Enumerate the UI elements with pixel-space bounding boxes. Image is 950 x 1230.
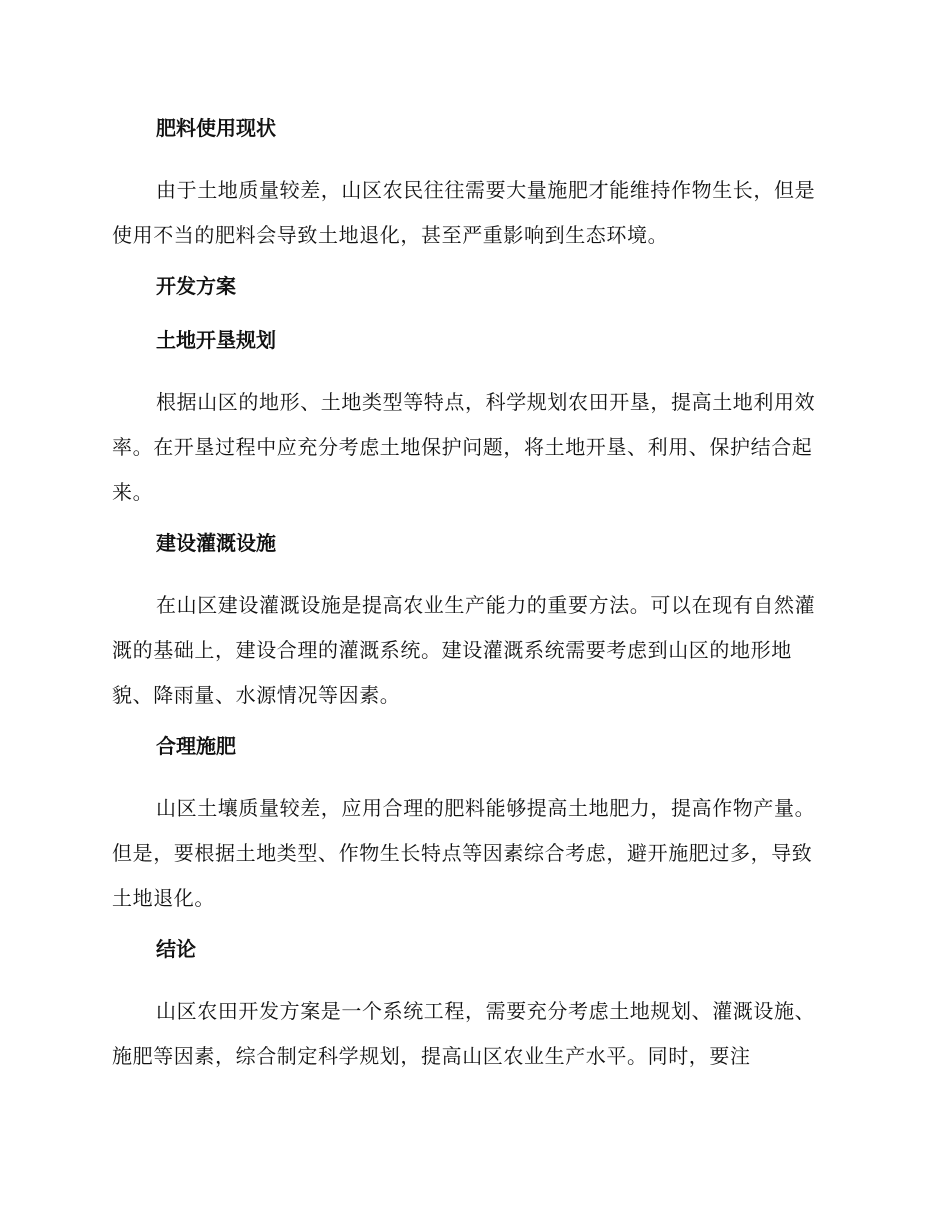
section-heading-fertilization: 合理施肥 <box>156 734 236 758</box>
section-paragraph-land-reclamation: 根据山区的地形、土地类型等特点，科学规划农田开垦，提高土地利用效率。在开垦过程中应充分考虑土地保护问题，将土地开垦、利用、保护结合起来。 <box>112 390 816 504</box>
section-paragraph-fertilizer-status: 由于土地质量较差，山区农民往往需要大量施肥才能维持作物生长，但是使用不当的肥料会导致土地退化，甚至严重影响到生态环境。 <box>112 178 816 247</box>
section-heading-irrigation: 建设灌溉设施 <box>156 531 276 555</box>
section-paragraph-irrigation: 在山区建设灌溉设施是提高农业生产能力的重要方法。可以在现有自然灌溉的基础上，建设合理的灌溉系统。建设灌溉系统需要考虑到山区的地形地貌、降雨量、水源情况等因素。 <box>112 593 816 707</box>
section-heading-fertilizer-status: 肥料使用现状 <box>156 116 276 140</box>
section-heading-development-plan: 开发方案 <box>156 274 236 298</box>
section-heading-land-reclamation: 土地开垦规划 <box>156 328 276 352</box>
section-heading-conclusion: 结论 <box>156 937 196 961</box>
section-paragraph-fertilization: 山区土壤质量较差，应用合理的肥料能够提高土地肥力，提高作物产量。但是，要根据土地类型、作物生长特点等因素综合考虑，避开施肥过多，导致土地退化。 <box>112 796 816 910</box>
document-page <box>112 112 832 1079</box>
section-paragraph-conclusion: 山区农田开发方案是一个系统工程，需要充分考虑土地规划、灌溉设施、施肥等因素，综合制定科学规划，提高山区农业生产水平。同时，要注 <box>112 999 816 1068</box>
